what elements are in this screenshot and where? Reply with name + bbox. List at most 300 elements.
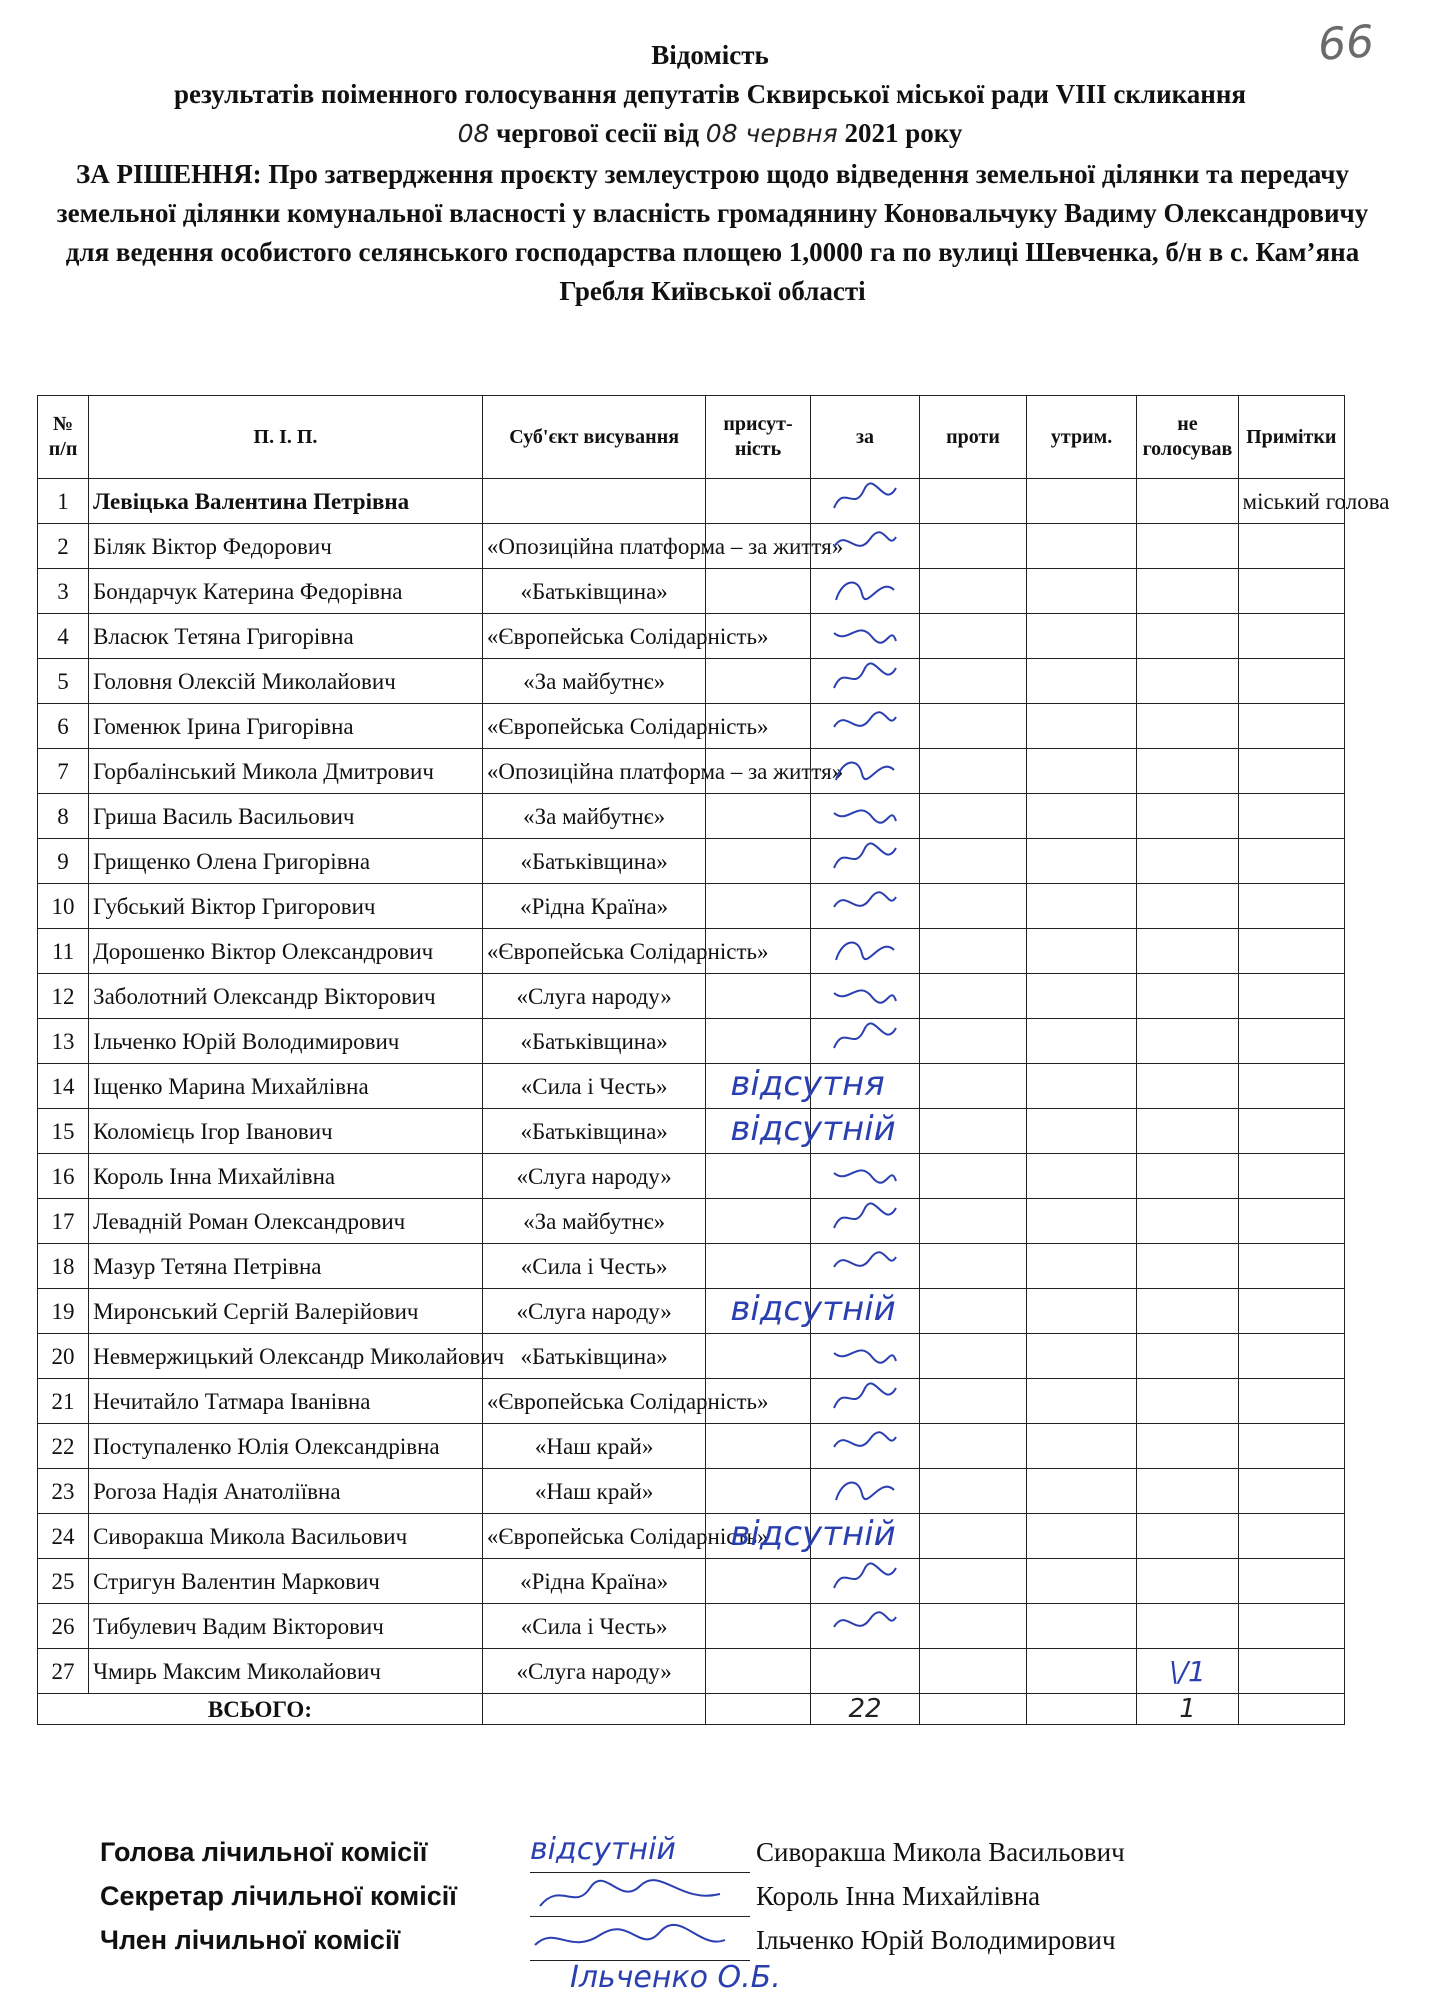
deputy-name: Горбалінський Микола Дмитрович bbox=[89, 749, 483, 794]
table-row bbox=[38, 929, 1345, 974]
total-against-cell bbox=[920, 1694, 1026, 1725]
vote-abstain-cell bbox=[1026, 659, 1137, 704]
vote-abstain-cell bbox=[1026, 1649, 1137, 1694]
vote-for-cell bbox=[810, 1334, 920, 1379]
table-row bbox=[38, 1514, 1345, 1559]
table-row bbox=[38, 659, 1345, 704]
row-number: 3 bbox=[38, 569, 89, 614]
signature-icon bbox=[825, 750, 905, 786]
not-voted-cell bbox=[1137, 974, 1238, 1019]
vote-abstain-cell bbox=[1026, 1424, 1137, 1469]
deputy-name: Губський Віктор Григорович bbox=[89, 884, 483, 929]
note-cell bbox=[1238, 839, 1344, 884]
vote-abstain-cell bbox=[1026, 479, 1137, 524]
not-voted-cell bbox=[1137, 929, 1238, 974]
row-number: 26 bbox=[38, 1604, 89, 1649]
row-number: 20 bbox=[38, 1334, 89, 1379]
presence-cell bbox=[706, 1019, 810, 1064]
header-note: Примітки bbox=[1238, 396, 1344, 479]
deputy-name: Тибулевич Вадим Вікторович bbox=[89, 1604, 483, 1649]
presence-cell bbox=[706, 1244, 810, 1289]
vote-abstain-cell bbox=[1026, 884, 1137, 929]
deputy-name: Нечитайло Татмара Іванівна bbox=[89, 1379, 483, 1424]
not-voted-cell bbox=[1137, 1289, 1238, 1334]
signature-icon bbox=[825, 1425, 905, 1461]
nominating-party: «Батьківщина» bbox=[482, 1109, 706, 1154]
table-row bbox=[38, 794, 1345, 839]
chair-absent-note: відсутній bbox=[530, 1831, 676, 1867]
deputy-name: Біляк Віктор Федорович bbox=[89, 524, 483, 569]
absent-note: відсутній bbox=[730, 1514, 896, 1554]
vote-abstain-cell bbox=[1026, 749, 1137, 794]
row-number: 23 bbox=[38, 1469, 89, 1514]
deputy-name: Левіцька Валентина Петрівна bbox=[89, 479, 483, 524]
row-number: 8 bbox=[38, 794, 89, 839]
table-row bbox=[38, 1199, 1345, 1244]
table-row bbox=[38, 1649, 1345, 1694]
table-row bbox=[38, 479, 1345, 524]
table-row bbox=[38, 1064, 1345, 1109]
presence-cell bbox=[706, 884, 810, 929]
vote-abstain-cell bbox=[1026, 1199, 1137, 1244]
absent-note: відсутній bbox=[730, 1109, 896, 1149]
not-voted-cell bbox=[1137, 1379, 1238, 1424]
nominating-party: «Слуга народу» bbox=[482, 1649, 706, 1694]
session-text-b: 2021 року bbox=[844, 118, 963, 148]
presence-cell bbox=[706, 1469, 810, 1514]
not-voted-cell bbox=[1137, 794, 1238, 839]
not-voted-cell bbox=[1137, 1559, 1238, 1604]
document-title: Відомість bbox=[651, 40, 769, 70]
row-number: 2 bbox=[38, 524, 89, 569]
presence-cell bbox=[706, 1604, 810, 1649]
secretary-name: Король Інна Михайлівна bbox=[756, 1880, 1041, 1911]
note-cell bbox=[1238, 1199, 1344, 1244]
vote-for-cell bbox=[810, 1649, 920, 1694]
note-cell bbox=[1238, 659, 1344, 704]
deputy-name: Ільченко Юрій Володимирович bbox=[89, 1019, 483, 1064]
vote-abstain-cell bbox=[1026, 569, 1137, 614]
decision-text: ЗА РІШЕННЯ: Про затвердження проєкту землеустрою щодо відведення земельної ділянки та передачу земельної ділянки комунальної власності у власність громадянину Коновальчуку Вадиму Олександровичу для ведення особистого селянського господарства площею 1,0000 га по вулиці Шевченка, б/н в с. Кам’яна Гребля Київської області bbox=[56, 159, 1369, 306]
vote-abstain-cell bbox=[1026, 929, 1137, 974]
vote-abstain-cell bbox=[1026, 704, 1137, 749]
total-abstain-cell bbox=[1026, 1694, 1137, 1725]
signature-icon bbox=[825, 1470, 905, 1506]
deputy-name: Іщенко Марина Михайлівна bbox=[89, 1064, 483, 1109]
signature-icon bbox=[530, 1920, 730, 1960]
header-present: присут-ність bbox=[706, 396, 810, 479]
not-voted-cell bbox=[1137, 1109, 1238, 1154]
not-voted-cell bbox=[1137, 569, 1238, 614]
vote-for-cell bbox=[810, 1154, 920, 1199]
total-not-voted: 1 bbox=[1137, 1694, 1238, 1725]
row-number: 19 bbox=[38, 1289, 89, 1334]
row-number: 22 bbox=[38, 1424, 89, 1469]
total-for: 22 bbox=[810, 1694, 920, 1725]
not-voted-cell bbox=[1137, 1514, 1238, 1559]
note-cell bbox=[1238, 1379, 1344, 1424]
vote-abstain-cell bbox=[1026, 1019, 1137, 1064]
vote-abstain-cell bbox=[1026, 1244, 1137, 1289]
vote-against-cell bbox=[920, 1424, 1026, 1469]
note-cell bbox=[1238, 1154, 1344, 1199]
deputy-name: Бондарчук Катерина Федорівна bbox=[89, 569, 483, 614]
chair-name: Сиворакша Микола Васильович bbox=[756, 1836, 1125, 1867]
table-row bbox=[38, 1109, 1345, 1154]
presence-cell bbox=[706, 1649, 810, 1694]
absent-note: відсутня bbox=[730, 1064, 885, 1104]
row-number: 21 bbox=[38, 1379, 89, 1424]
not-voted-cell bbox=[1137, 1424, 1238, 1469]
not-voted-cell bbox=[1137, 1154, 1238, 1199]
header-party: Суб'єкт висування bbox=[482, 396, 706, 479]
bottom-handwriting: Ільченко О.Б. bbox=[570, 1960, 781, 1995]
nominating-party: «Слуга народу» bbox=[482, 974, 706, 1019]
vote-for-cell bbox=[810, 659, 920, 704]
vote-against-cell bbox=[920, 1109, 1026, 1154]
row-number: 17 bbox=[38, 1199, 89, 1244]
header-num: № п/п bbox=[38, 396, 89, 479]
vote-for-cell bbox=[810, 1604, 920, 1649]
session-number: 08 bbox=[457, 119, 490, 148]
vote-for-cell bbox=[810, 974, 920, 1019]
vote-for-cell bbox=[810, 524, 920, 569]
table-row bbox=[38, 1559, 1345, 1604]
table-row bbox=[38, 614, 1345, 659]
session-date: 08 червня bbox=[705, 119, 838, 148]
row-number: 6 bbox=[38, 704, 89, 749]
note-cell bbox=[1238, 929, 1344, 974]
vote-against-cell bbox=[920, 479, 1026, 524]
table-row bbox=[38, 1244, 1345, 1289]
total-party-cell bbox=[482, 1694, 706, 1725]
presence-cell bbox=[706, 479, 810, 524]
nominating-party: «За майбутнє» bbox=[482, 794, 706, 839]
table-row bbox=[38, 1154, 1345, 1199]
commission-secretary-row bbox=[100, 1874, 1360, 1918]
note-cell bbox=[1238, 614, 1344, 659]
vote-against-cell bbox=[920, 1154, 1026, 1199]
row-number: 11 bbox=[38, 929, 89, 974]
vote-for-cell bbox=[810, 1379, 920, 1424]
nominating-party: «Європейська Солідарність» bbox=[482, 704, 706, 749]
commission-block bbox=[100, 1830, 1360, 1962]
presence-cell bbox=[706, 1514, 896, 1559]
voting-table bbox=[37, 395, 1390, 1725]
row-number: 14 bbox=[38, 1064, 89, 1109]
table-row bbox=[38, 1469, 1345, 1514]
vote-abstain-cell bbox=[1026, 794, 1137, 839]
signature-icon bbox=[825, 1335, 905, 1371]
table-row bbox=[38, 524, 1345, 569]
member-name: Ільченко Юрій Володимирович bbox=[756, 1924, 1116, 1955]
signature-icon bbox=[825, 795, 905, 831]
vote-for-cell bbox=[810, 614, 920, 659]
header-name: П. І. П. bbox=[89, 396, 483, 479]
secretary-label: Секретар лічильної комісії bbox=[100, 1880, 457, 1911]
row-number: 12 bbox=[38, 974, 89, 1019]
deputy-name: Гоменюк Ірина Григорівна bbox=[89, 704, 483, 749]
table-row bbox=[38, 1289, 1345, 1334]
vote-against-cell bbox=[920, 1559, 1026, 1604]
signature-icon bbox=[825, 1155, 905, 1191]
page-number: 66 bbox=[1316, 16, 1376, 71]
presence-cell bbox=[706, 1289, 896, 1334]
header-for: за bbox=[810, 396, 920, 479]
deputy-name: Чмирь Максим Миколайович bbox=[89, 1649, 483, 1694]
deputy-name: Власюк Тетяна Григорівна bbox=[89, 614, 483, 659]
vote-against-cell bbox=[920, 524, 1026, 569]
not-voted-cell bbox=[1137, 749, 1238, 794]
note-cell bbox=[1238, 1514, 1344, 1559]
nominating-party bbox=[482, 479, 706, 524]
row-number: 27 bbox=[38, 1649, 89, 1694]
note-cell bbox=[1238, 1469, 1344, 1514]
table-row bbox=[38, 1379, 1345, 1424]
note-cell bbox=[1238, 1424, 1344, 1469]
presence-cell bbox=[706, 1064, 885, 1109]
document-header bbox=[30, 36, 1390, 153]
nominating-party: «Рідна Країна» bbox=[482, 884, 706, 929]
not-voted-cell bbox=[1137, 1199, 1238, 1244]
not-voted-cell bbox=[1137, 614, 1238, 659]
header-not-voted: не голосував bbox=[1137, 396, 1238, 479]
deputy-name: Заболотний Олександр Вікторович bbox=[89, 974, 483, 1019]
signature-icon bbox=[825, 480, 905, 516]
nominating-party: «Європейська Солідарність» bbox=[482, 614, 706, 659]
vote-against-cell bbox=[920, 884, 1026, 929]
vote-against-cell bbox=[920, 1199, 1026, 1244]
nominating-party: «Слуга народу» bbox=[482, 1154, 706, 1199]
presence-cell bbox=[706, 1154, 810, 1199]
note-cell bbox=[1238, 1019, 1344, 1064]
vote-for-cell bbox=[810, 1244, 920, 1289]
vote-against-cell bbox=[920, 749, 1026, 794]
vote-abstain-cell bbox=[1026, 524, 1137, 569]
vote-abstain-cell bbox=[1026, 1334, 1137, 1379]
deputy-name: Рогоза Надія Анатоліївна bbox=[89, 1469, 483, 1514]
nominating-party: «За майбутнє» bbox=[482, 659, 706, 704]
table-row bbox=[38, 704, 1345, 749]
vote-against-cell bbox=[920, 794, 1026, 839]
vote-abstain-cell bbox=[1026, 1289, 1137, 1334]
note-cell bbox=[1238, 794, 1344, 839]
vote-for-cell bbox=[810, 749, 920, 794]
row-number: 18 bbox=[38, 1244, 89, 1289]
vote-against-cell bbox=[920, 1334, 1026, 1379]
signature-icon bbox=[825, 525, 905, 561]
presence-cell bbox=[706, 659, 810, 704]
not-voted-cell bbox=[1137, 1334, 1238, 1379]
vote-for-cell bbox=[810, 1199, 920, 1244]
row-number: 16 bbox=[38, 1154, 89, 1199]
vote-abstain-cell bbox=[1026, 1604, 1137, 1649]
presence-cell bbox=[706, 794, 810, 839]
absent-note: відсутній bbox=[730, 1289, 896, 1329]
vote-abstain-cell bbox=[1026, 1514, 1137, 1559]
vote-abstain-cell bbox=[1026, 839, 1137, 884]
nominating-party: «Слуга народу» bbox=[482, 1289, 706, 1334]
member-signature-line bbox=[530, 1920, 750, 1961]
vote-abstain-cell bbox=[1026, 1064, 1137, 1109]
vote-for-cell bbox=[810, 1019, 920, 1064]
not-voted-cell bbox=[1137, 1244, 1238, 1289]
signature-icon bbox=[825, 570, 905, 606]
vote-against-cell bbox=[920, 1289, 1026, 1334]
vote-against-cell bbox=[920, 1064, 1026, 1109]
nominating-party: «Сила і Честь» bbox=[482, 1064, 706, 1109]
row-number: 13 bbox=[38, 1019, 89, 1064]
vote-against-cell bbox=[920, 974, 1026, 1019]
vote-for-cell bbox=[810, 479, 920, 524]
presence-cell bbox=[706, 1334, 810, 1379]
nominating-party: «Наш край» bbox=[482, 1424, 706, 1469]
vote-against-cell bbox=[920, 614, 1026, 659]
signature-icon bbox=[825, 840, 905, 876]
row-number: 15 bbox=[38, 1109, 89, 1154]
note-cell bbox=[1238, 974, 1344, 1019]
signature-icon bbox=[825, 705, 905, 741]
deputy-name: Король Інна Михайлівна bbox=[89, 1154, 483, 1199]
table-row bbox=[38, 1424, 1345, 1469]
signature-icon bbox=[825, 1200, 905, 1236]
vote-for-cell bbox=[810, 839, 920, 884]
note-cell bbox=[1238, 1334, 1344, 1379]
signature-icon bbox=[825, 930, 905, 966]
nominating-party: «Батьківщина» bbox=[482, 569, 706, 614]
deputy-name: Поступаленко Юлія Олександрівна bbox=[89, 1424, 483, 1469]
vote-against-cell bbox=[920, 1469, 1026, 1514]
table-row bbox=[38, 974, 1345, 1019]
vote-for-cell bbox=[810, 1559, 920, 1604]
not-voted-cell: \/1 bbox=[1137, 1649, 1238, 1694]
commission-chair-row bbox=[100, 1830, 1360, 1874]
signature-icon bbox=[530, 1876, 730, 1916]
not-voted-cell bbox=[1137, 1064, 1238, 1109]
deputy-name: Дорошенко Віктор Олександрович bbox=[89, 929, 483, 974]
deputy-name: Левадній Роман Олександрович bbox=[89, 1199, 483, 1244]
table-row bbox=[38, 1334, 1345, 1379]
header-against: проти bbox=[920, 396, 1026, 479]
nominating-party: «Батьківщина» bbox=[482, 1334, 706, 1379]
not-voted-cell bbox=[1137, 704, 1238, 749]
nominating-party: «Європейська Солідарність» bbox=[482, 1514, 706, 1559]
not-voted-cell bbox=[1137, 839, 1238, 884]
note-cell bbox=[1238, 749, 1344, 794]
vote-against-cell bbox=[920, 1514, 1026, 1559]
vote-abstain-cell bbox=[1026, 974, 1137, 1019]
vote-against-cell bbox=[920, 1604, 1026, 1649]
table-row bbox=[38, 1604, 1345, 1649]
note-cell bbox=[1238, 1559, 1344, 1604]
header-abstain: утрим. bbox=[1026, 396, 1137, 479]
row-number: 25 bbox=[38, 1559, 89, 1604]
deputy-name: Сиворакша Микола Васильович bbox=[89, 1514, 483, 1559]
vote-against-cell bbox=[920, 1649, 1026, 1694]
nominating-party: «Європейська Солідарність» bbox=[482, 929, 706, 974]
session-line bbox=[30, 114, 1390, 153]
deputy-name: Гриша Василь Васильович bbox=[89, 794, 483, 839]
deputy-name: Миронський Сергій Валерійович bbox=[89, 1289, 483, 1334]
row-number: 24 bbox=[38, 1514, 89, 1559]
presence-cell bbox=[706, 1109, 896, 1154]
vote-against-cell bbox=[920, 569, 1026, 614]
nominating-party: «Наш край» bbox=[482, 1469, 706, 1514]
vote-abstain-cell bbox=[1026, 1469, 1137, 1514]
deputy-name: Головня Олексій Миколайович bbox=[89, 659, 483, 704]
total-note-cell bbox=[1238, 1694, 1344, 1725]
not-voted-cell bbox=[1137, 659, 1238, 704]
not-voted-cell bbox=[1137, 1469, 1238, 1514]
vote-against-cell bbox=[920, 659, 1026, 704]
signature-icon bbox=[825, 1380, 905, 1416]
not-voted-cell bbox=[1137, 479, 1238, 524]
not-voted-cell bbox=[1137, 884, 1238, 929]
note-cell bbox=[1238, 1649, 1344, 1694]
nominating-party: «Сила і Честь» bbox=[482, 1604, 706, 1649]
signature-icon bbox=[825, 1020, 905, 1056]
vote-abstain-cell bbox=[1026, 1379, 1137, 1424]
vote-against-cell bbox=[920, 704, 1026, 749]
nominating-party: «Опозиційна платформа – за життя» bbox=[482, 524, 706, 569]
signature-icon bbox=[825, 1245, 905, 1281]
note-cell: міський голова bbox=[1238, 479, 1344, 524]
row-number: 5 bbox=[38, 659, 89, 704]
nominating-party: «Батьківщина» bbox=[482, 1019, 706, 1064]
row-number: 9 bbox=[38, 839, 89, 884]
secretary-signature-line bbox=[530, 1876, 750, 1917]
chair-label: Голова лічильної комісії bbox=[100, 1836, 428, 1867]
commission-member-row bbox=[100, 1918, 1360, 1962]
not-voted-cell bbox=[1137, 524, 1238, 569]
presence-cell bbox=[706, 974, 810, 1019]
total-present-cell bbox=[706, 1694, 810, 1725]
signature-icon bbox=[825, 660, 905, 696]
presence-cell bbox=[706, 569, 810, 614]
deputy-name: Коломієць Ігор Іванович bbox=[89, 1109, 483, 1154]
note-cell bbox=[1238, 569, 1344, 614]
vote-for-cell bbox=[810, 704, 920, 749]
note-cell bbox=[1238, 1289, 1344, 1334]
row-number: 4 bbox=[38, 614, 89, 659]
presence-cell bbox=[706, 1424, 810, 1469]
vote-for-cell bbox=[810, 794, 920, 839]
nominating-party: «Батьківщина» bbox=[482, 839, 706, 884]
table-row bbox=[38, 569, 1345, 614]
nominating-party: «Європейська Солідарність» bbox=[482, 1379, 706, 1424]
table-row bbox=[38, 749, 1345, 794]
note-cell bbox=[1238, 1064, 1344, 1109]
chair-signature-line bbox=[530, 1832, 750, 1873]
total-row bbox=[38, 1694, 1345, 1725]
deputy-name: Стригун Валентин Маркович bbox=[89, 1559, 483, 1604]
vote-abstain-cell bbox=[1026, 1109, 1137, 1154]
signature-icon bbox=[825, 1560, 905, 1596]
row-number: 1 bbox=[38, 479, 89, 524]
vote-abstain-cell bbox=[1026, 614, 1137, 659]
note-cell bbox=[1238, 1604, 1344, 1649]
vote-against-cell bbox=[920, 1019, 1026, 1064]
note-cell bbox=[1238, 884, 1344, 929]
signature-icon bbox=[825, 885, 905, 921]
total-label: ВСЬОГО: bbox=[38, 1694, 483, 1725]
vote-abstain-cell bbox=[1026, 1154, 1137, 1199]
vote-against-cell bbox=[920, 1379, 1026, 1424]
vote-for-cell bbox=[810, 569, 920, 614]
nominating-party: «Опозиційна платформа – за життя» bbox=[482, 749, 706, 794]
table-row bbox=[38, 1019, 1345, 1064]
vote-for-cell bbox=[810, 1469, 920, 1514]
